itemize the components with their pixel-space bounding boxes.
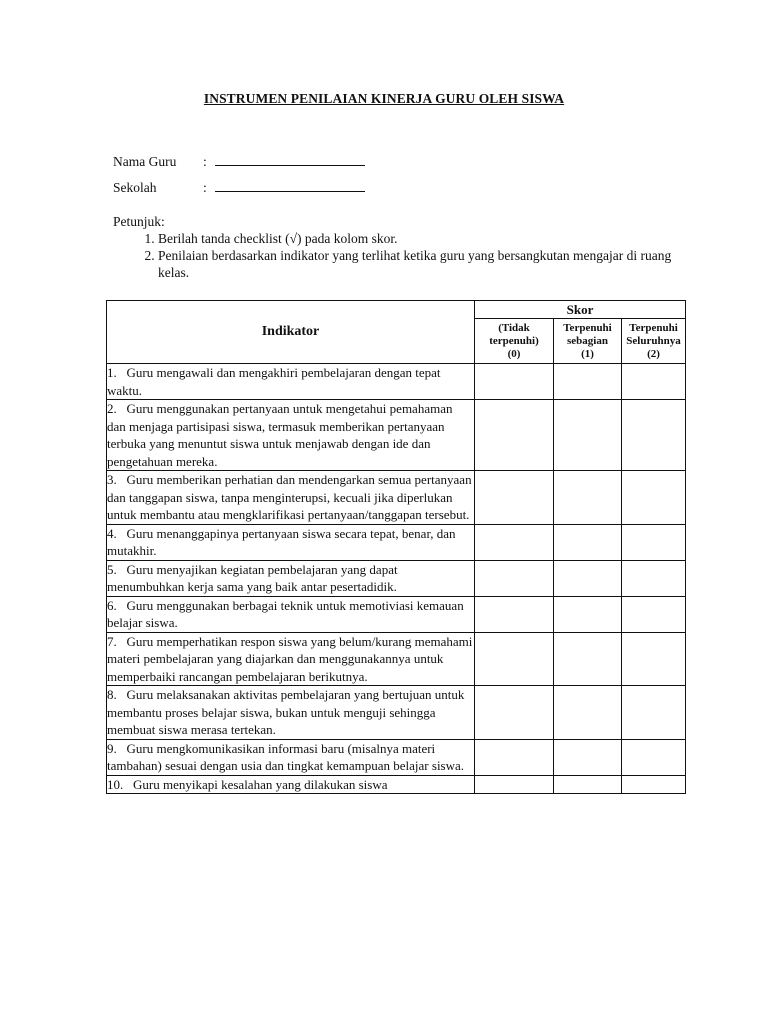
indicator-cell <box>107 739 475 775</box>
teacher-name-colon: : <box>203 154 207 169</box>
score-cell-0[interactable] <box>475 400 554 471</box>
indicator-cell <box>107 632 475 686</box>
score-cell-0[interactable] <box>475 471 554 525</box>
score-cell-0[interactable] <box>475 739 554 775</box>
score-cell-2[interactable] <box>622 739 686 775</box>
indicator-text: Guru menanggapinya pertanyaan siswa secara tepat, benar, dan mutakhir. <box>107 525 456 558</box>
table-row <box>107 524 686 560</box>
indicator-number: 9. <box>107 740 117 756</box>
score-cell-0[interactable] <box>475 632 554 686</box>
school-blank-line[interactable] <box>215 178 365 192</box>
score-cell-1[interactable] <box>554 775 622 794</box>
score-header: Skor <box>475 301 686 319</box>
score-column-value: (0) <box>507 347 521 360</box>
score-cell-1[interactable] <box>554 364 622 400</box>
score-cell-1[interactable] <box>554 524 622 560</box>
score-cell-1[interactable] <box>554 596 622 632</box>
indicator-cell <box>107 775 475 794</box>
indicator-text: Guru melaksanakan aktivitas pembelajaran yang bertujuan untuk membantu proses belajar siswa, bukan untuk menguji sehingga membuat siswa merasa tertekan. <box>107 687 465 737</box>
score-column-2 <box>622 319 686 364</box>
score-column-1 <box>554 319 622 364</box>
assessment-table <box>106 300 686 794</box>
score-column-label: Terpenuhi Seluruhnya <box>626 321 681 347</box>
indicator-number: 5. <box>107 561 117 577</box>
score-cell-0[interactable] <box>475 596 554 632</box>
indicator-number: 3. <box>107 472 117 487</box>
instructions <box>113 213 673 281</box>
table-row <box>107 471 686 525</box>
score-cell-2[interactable] <box>622 364 686 400</box>
indicator-cell <box>107 471 475 525</box>
indicator-cell <box>107 364 475 400</box>
table-row <box>107 596 686 632</box>
indicator-number: 7. <box>107 633 117 649</box>
indicator-cell <box>107 596 475 632</box>
school-label: Sekolah <box>113 180 157 195</box>
instruction-item: 1. Berilah tanda checklist (√) pada kolom skor. <box>158 230 673 247</box>
indicator-text: Guru mengawali dan mengakhiri pembelajaran dengan tepat waktu. <box>107 365 441 398</box>
indicator-text: Guru memberikan perhatian dan mendengarkan semua pertanyaan dan tanggapan siswa, tanpa menginterupsi, kecuali jika diperlukan untuk membantu atau mengklarifikasi pertanyaan/tanggapan tersebut. <box>107 472 472 522</box>
score-cell-0[interactable] <box>475 524 554 560</box>
table-row <box>107 739 686 775</box>
indicator-number: 10. <box>107 776 124 792</box>
table-row <box>107 364 686 400</box>
indicator-cell <box>107 686 475 740</box>
score-cell-1[interactable] <box>554 400 622 471</box>
indicator-cell <box>107 524 475 560</box>
score-cell-1[interactable] <box>554 632 622 686</box>
score-cell-0[interactable] <box>475 775 554 794</box>
indicator-number: 8. <box>107 687 117 702</box>
instructions-list <box>113 230 673 281</box>
teacher-name-blank-line[interactable] <box>215 152 365 166</box>
document-title: INSTRUMEN PENILAIAN KINERJA GURU OLEH SISWA <box>203 91 565 106</box>
score-cell-2[interactable] <box>622 632 686 686</box>
score-cell-2[interactable] <box>622 775 686 794</box>
school-colon: : <box>203 180 207 195</box>
table-row <box>107 400 686 471</box>
table-row <box>107 560 686 596</box>
indicator-text: Guru menyajikan kegiatan pembelajaran yang dapat menumbuhkan kerja sama yang baik antar pesertadidik. <box>107 561 398 594</box>
indicator-header: Indikator <box>107 301 475 364</box>
table-row <box>107 686 686 740</box>
teacher-name-label: Nama Guru <box>113 154 177 169</box>
score-column-0 <box>475 319 554 364</box>
instructions-heading: Petunjuk: <box>113 214 165 229</box>
indicator-number: 4. <box>107 525 117 541</box>
score-cell-2[interactable] <box>622 471 686 525</box>
score-cell-0[interactable] <box>475 686 554 740</box>
score-cell-2[interactable] <box>622 400 686 471</box>
score-cell-2[interactable] <box>622 560 686 596</box>
indicator-number: 1. <box>107 365 117 380</box>
indicator-text: Guru memperhatikan respon siswa yang belum/kurang memahami materi pembelajaran yang diajarkan dan menggunakannya untuk memperbaiki rancangan pembelajaran berikutnya. <box>107 633 473 684</box>
indicator-number: 2. <box>107 401 117 416</box>
indicator-text: Guru mengkomunikasikan informasi baru (misalnya materi tambahan) sesuai dengan usia dan tingkat kemampuan belajar siswa. <box>107 740 465 773</box>
instruction-item: 2. Penilaian berdasarkan indikator yang terlihat ketika guru yang bersangkutan mengajar di ruang kelas. <box>158 247 673 281</box>
indicator-text: Guru menyikapi kesalahan yang dilakukan siswa <box>133 776 388 792</box>
indicator-cell <box>107 400 475 471</box>
indicator-cell <box>107 560 475 596</box>
score-cell-0[interactable] <box>475 364 554 400</box>
score-cell-1[interactable] <box>554 471 622 525</box>
score-column-label: Terpenuhi sebagian <box>563 321 612 347</box>
score-cell-1[interactable] <box>554 739 622 775</box>
score-column-label: (Tidak terpenuhi) <box>489 321 539 347</box>
score-cell-1[interactable] <box>554 560 622 596</box>
table-row <box>107 775 686 794</box>
score-column-value: (2) <box>647 347 660 360</box>
score-cell-2[interactable] <box>622 524 686 560</box>
school-field <box>113 178 365 196</box>
indicator-text: Guru menggunakan berbagai teknik untuk memotiviasi kemauan belajar siswa. <box>107 597 464 630</box>
teacher-name-field <box>113 152 365 170</box>
indicator-text: Guru menggunakan pertanyaan untuk mengetahui pemahaman dan menjaga partisipasi siswa, termasuk memberikan pertanyaan terbuka yang menuntut siswa untuk menjawab dengan ide dan pengetahuan mereka. <box>107 401 453 469</box>
score-cell-0[interactable] <box>475 560 554 596</box>
score-column-value: (1) <box>581 347 594 360</box>
indicator-number: 6. <box>107 597 117 613</box>
table-row <box>107 632 686 686</box>
score-cell-2[interactable] <box>622 686 686 740</box>
score-cell-1[interactable] <box>554 686 622 740</box>
score-cell-2[interactable] <box>622 596 686 632</box>
